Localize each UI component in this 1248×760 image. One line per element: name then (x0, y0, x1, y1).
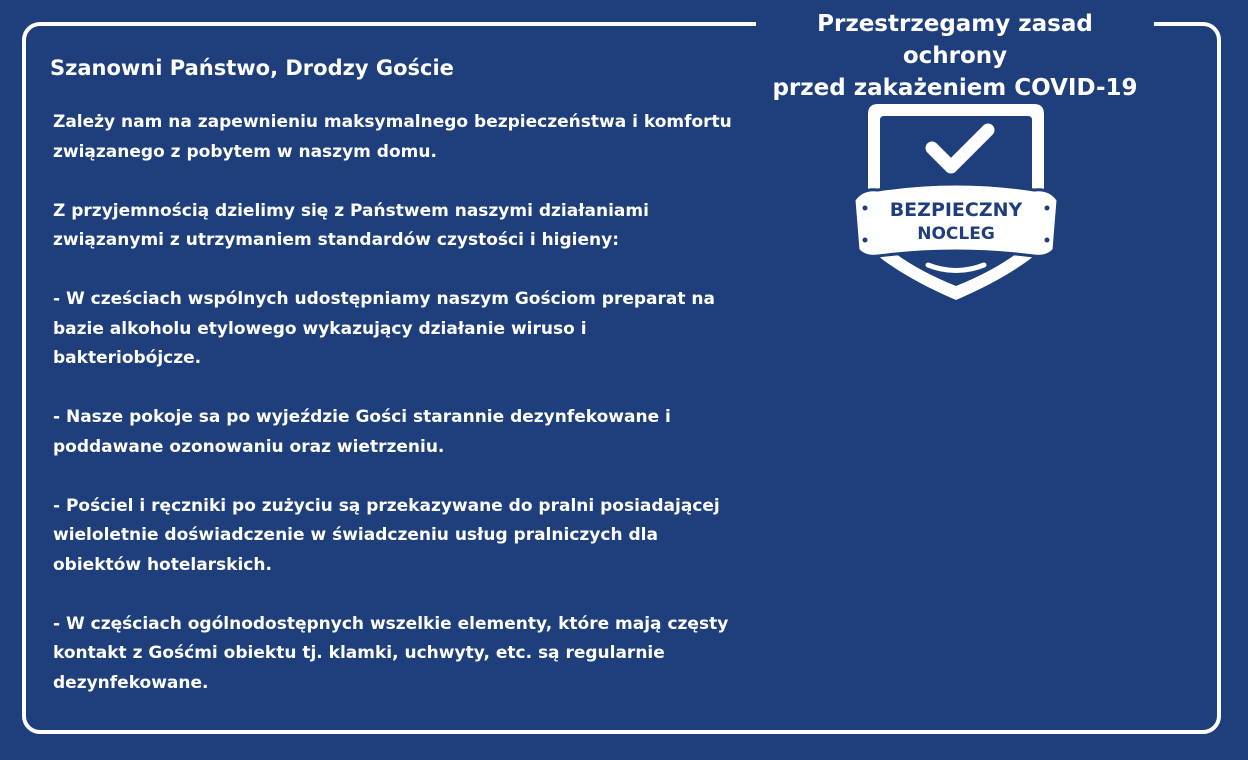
paragraph-line: - Pościel i ręczniki po zużyciu są przekazywane do pralni posiadającej (53, 495, 720, 516)
paragraph-line: poddawane ozonowaniu oraz wietrzeniu. (53, 436, 445, 457)
paragraph-intro (53, 108, 773, 167)
paragraph-disinfectant (53, 285, 773, 374)
badge-subtitle: NOCLEG (917, 224, 995, 244)
paragraph-line: bakteriobójcze. (53, 348, 202, 368)
shield-check-icon (848, 100, 1064, 305)
greeting-heading: Szanowni Państwo, Drodzy Goście (50, 56, 454, 80)
badge-title: BEZPIECZNY (889, 199, 1023, 221)
covid-title-line-2: przed zakażeniem COVID-19 (772, 75, 1138, 101)
paragraph-line: Zależy nam na zapewnieniu maksymalnego bezpieczeństwa i komfortu (53, 112, 732, 132)
paragraph-line: związanymi z utrzymaniem standardów czystości i higieny: (53, 230, 620, 250)
paragraph-line: obiektów hotelarskich. (53, 554, 272, 575)
paragraph-rooms (53, 403, 773, 462)
paragraph-laundry (53, 492, 773, 581)
paragraph-line: dezynfekowane. (53, 672, 209, 693)
paragraph-line: - W cześciach wspólnych udostępniamy naszym Gościom preparat na (53, 289, 715, 309)
paragraph-line: Z przyjemnością dzielimy się z Państwem naszymi działaniami (53, 200, 649, 221)
paragraph-line: kontakt z Gośćmi obiektu tj. klamki, uchwyty, etc. są regularnie (53, 643, 665, 663)
paragraph-line: bazie alkoholu etylowego wykazujący działanie wiruso i (53, 318, 587, 339)
safe-stay-badge (848, 100, 1064, 305)
paragraph-line: - W częściach ogólnodostępnych wszelkie elementy, które mają częsty (53, 613, 729, 634)
paragraph-line: - Nasze pokoje sa po wyjeździe Gości starannie dezynfekowane i (53, 407, 671, 427)
covid-protection-title (762, 8, 1148, 104)
notice-body (53, 108, 773, 698)
paragraph-common-areas (53, 610, 773, 699)
covid-title-line-1: Przestrzegamy zasad ochrony (817, 11, 1093, 69)
paragraph-line: wieloletnie doświadczenie w świadczeniu usług pralniczych dla (53, 525, 658, 545)
paragraph-measures-intro (53, 197, 773, 256)
paragraph-line: związanego z pobytem w naszym domu. (53, 141, 437, 162)
